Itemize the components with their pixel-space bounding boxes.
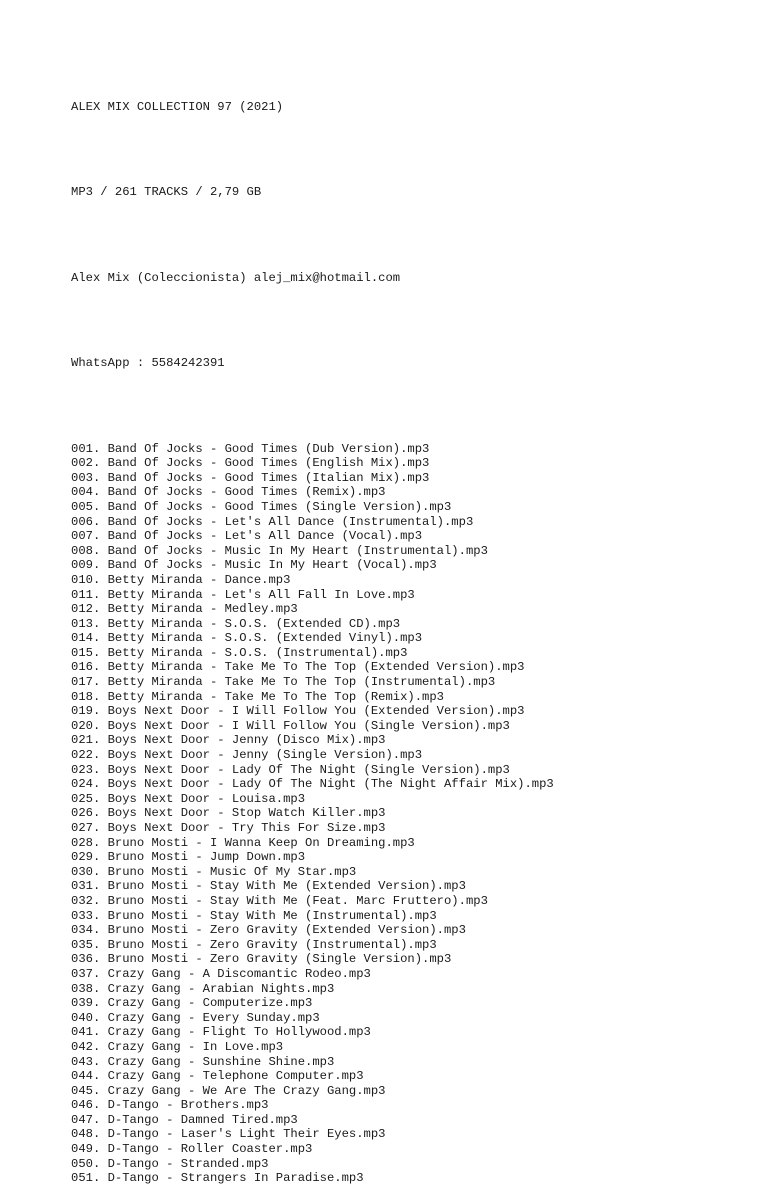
track-list-item: 045. Crazy Gang - We Are The Crazy Gang.mp3	[71, 1083, 386, 1098]
track-list-item: 003. Band Of Jocks - Good Times (Italian Mix).mp3	[71, 470, 430, 485]
track-list-item: 024. Boys Next Door - Lady Of The Night (The Night Affair Mix).mp3	[71, 777, 554, 792]
track-list-item: 029. Bruno Mosti - Jump Down.mp3	[71, 850, 306, 865]
track-list-item: 010. Betty Miranda - Dance.mp3	[71, 572, 291, 587]
spacer	[71, 313, 761, 328]
track-list-item: 051. D-Tango - Strangers In Paradise.mp3	[71, 1171, 364, 1186]
track-list-item: 009. Band Of Jocks - Music In My Heart (Vocal).mp3	[71, 558, 437, 573]
spacer	[71, 399, 761, 414]
track-list	[71, 442, 761, 1186]
track-list-item: 026. Boys Next Door - Stop Watch Killer.mp3	[71, 806, 386, 821]
track-list-item: 031. Bruno Mosti - Stay With Me (Extended Version).mp3	[71, 879, 466, 894]
track-list-item: 021. Boys Next Door - Jenny (Disco Mix).mp3	[71, 733, 386, 748]
track-list-item: 019. Boys Next Door - I Will Follow You (Extended Version).mp3	[71, 704, 525, 719]
track-list-item: 025. Boys Next Door - Louisa.mp3	[71, 791, 306, 806]
track-list-item: 049. D-Tango - Roller Coaster.mp3	[71, 1142, 313, 1157]
track-list-item: 006. Band Of Jocks - Let's All Dance (Instrumental).mp3	[71, 514, 474, 529]
track-list-item: 035. Bruno Mosti - Zero Gravity (Instrumental).mp3	[71, 937, 437, 952]
track-list-item: 008. Band Of Jocks - Music In My Heart (Instrumental).mp3	[71, 543, 488, 558]
track-list-item: 018. Betty Miranda - Take Me To The Top (Remix).mp3	[71, 689, 444, 704]
track-list-item: 036. Bruno Mosti - Zero Gravity (Single Version).mp3	[71, 952, 452, 967]
track-list-item: 015. Betty Miranda - S.O.S. (Instrumental).mp3	[71, 645, 408, 660]
track-list-item: 040. Crazy Gang - Every Sunday.mp3	[71, 1010, 320, 1025]
document-page	[71, 72, 761, 1200]
track-list-item: 033. Bruno Mosti - Stay With Me (Instrumental).mp3	[71, 908, 437, 923]
track-list-item: 037. Crazy Gang - A Discomantic Rodeo.mp3	[71, 966, 371, 981]
track-list-item: 020. Boys Next Door - I Will Follow You (Single Version).mp3	[71, 718, 510, 733]
track-list-item: 042. Crazy Gang - In Love.mp3	[71, 1039, 284, 1054]
track-list-item: 032. Bruno Mosti - Stay With Me (Feat. Marc Fruttero).mp3	[71, 893, 488, 908]
track-list-item: 005. Band Of Jocks - Good Times (Single Version).mp3	[71, 499, 452, 514]
track-list-item: 014. Betty Miranda - S.O.S. (Extended Vinyl).mp3	[71, 631, 423, 646]
track-list-item: 030. Bruno Mosti - Music Of My Star.mp3	[71, 864, 357, 879]
spacer	[71, 143, 761, 158]
track-list-item: 044. Crazy Gang - Telephone Computer.mp3	[71, 1069, 364, 1084]
spacer	[71, 228, 761, 243]
track-list-item: 001. Band Of Jocks - Good Times (Dub Version).mp3	[71, 441, 430, 456]
track-list-item: 022. Boys Next Door - Jenny (Single Version).mp3	[71, 748, 423, 763]
track-list-item: 038. Crazy Gang - Arabian Nights.mp3	[71, 981, 335, 996]
track-list-item: 034. Bruno Mosti - Zero Gravity (Extended Version).mp3	[71, 923, 466, 938]
track-list-item: 023. Boys Next Door - Lady Of The Night (Single Version).mp3	[71, 762, 510, 777]
track-list-item: 002. Band Of Jocks - Good Times (English Mix).mp3	[71, 456, 430, 471]
track-list-item: 046. D-Tango - Brothers.mp3	[71, 1098, 269, 1113]
track-list-item: 011. Betty Miranda - Let's All Fall In Love.mp3	[71, 587, 415, 602]
track-list-item: 048. D-Tango - Laser's Light Their Eyes.mp3	[71, 1127, 386, 1142]
track-list-item: 017. Betty Miranda - Take Me To The Top (Instrumental).mp3	[71, 675, 496, 690]
track-list-item: 013. Betty Miranda - S.O.S. (Extended CD).mp3	[71, 616, 401, 631]
track-list-item: 016. Betty Miranda - Take Me To The Top (Extended Version).mp3	[71, 660, 525, 675]
collection-title: ALEX MIX COLLECTION 97 (2021)	[71, 100, 284, 114]
track-list-item: 050. D-Tango - Stranded.mp3	[71, 1156, 269, 1171]
track-list-item: 004. Band Of Jocks - Good Times (Remix).mp3	[71, 485, 386, 500]
track-list-item: 043. Crazy Gang - Sunshine Shine.mp3	[71, 1054, 335, 1069]
track-list-item: 027. Boys Next Door - Try This For Size.mp3	[71, 821, 386, 835]
collection-summary: MP3 / 261 TRACKS / 2,79 GB	[71, 185, 262, 200]
track-list-item: 012. Betty Miranda - Medley.mp3	[71, 602, 298, 617]
track-list-item: 039. Crazy Gang - Computerize.mp3	[71, 996, 313, 1011]
track-list-item: 007. Band Of Jocks - Let's All Dance (Vocal).mp3	[71, 529, 423, 544]
whatsapp-contact: WhatsApp : 5584242391	[71, 356, 225, 371]
track-list-item: 041. Crazy Gang - Flight To Hollywood.mp3	[71, 1025, 371, 1040]
track-list-item: 047. D-Tango - Damned Tired.mp3	[71, 1112, 298, 1127]
track-list-item: 028. Bruno Mosti - I Wanna Keep On Dreaming.mp3	[71, 835, 415, 850]
collector-contact: Alex Mix (Coleccionista) alej_mix@hotmail.com	[71, 270, 401, 285]
